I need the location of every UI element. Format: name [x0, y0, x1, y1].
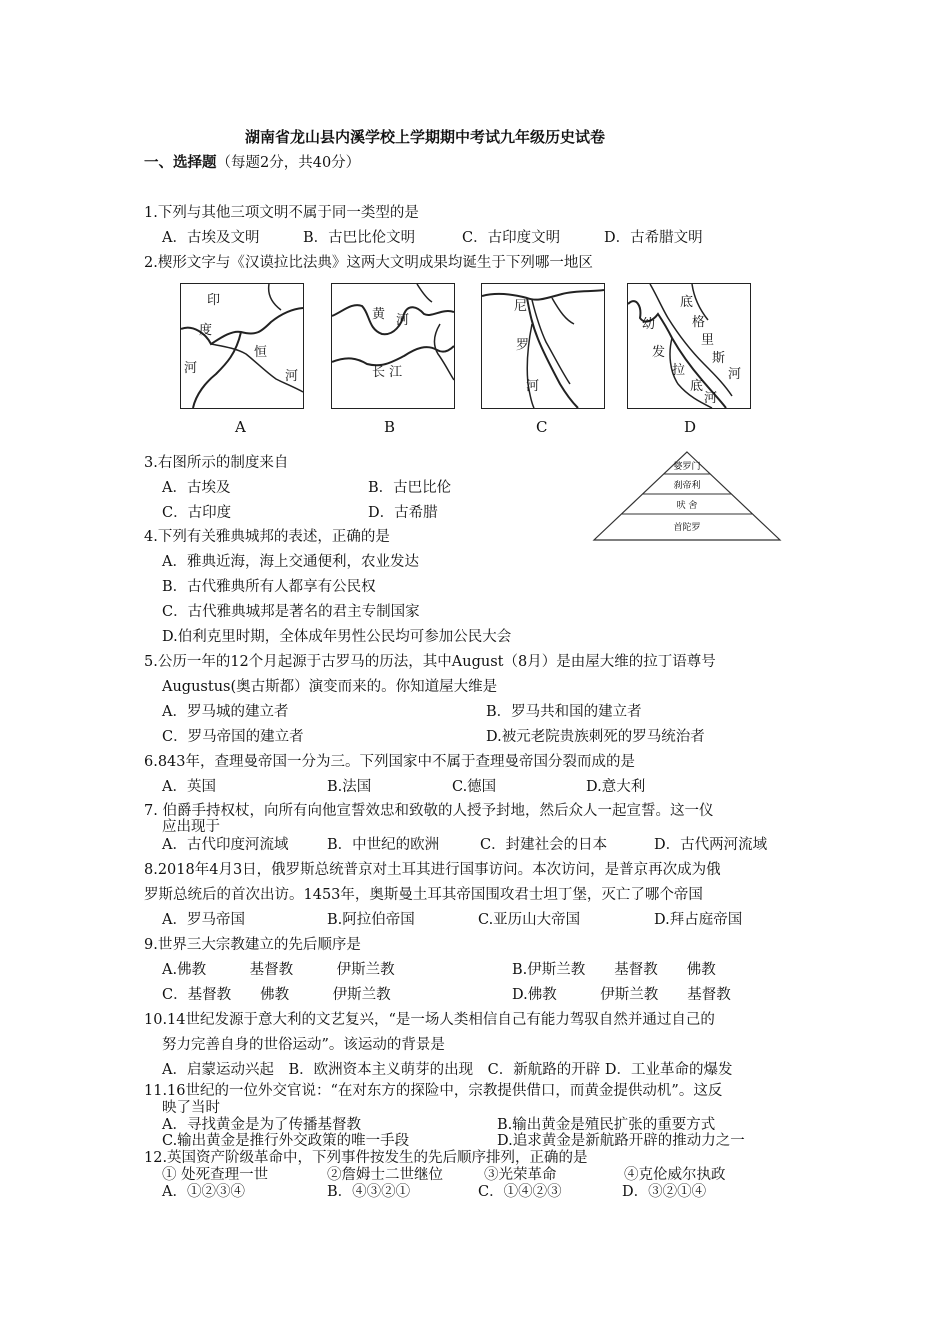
map-d-label: 河 [704, 391, 718, 406]
q5-option-c: C．罗马帝国的建立者 [162, 729, 304, 745]
map-c-label: 罗 [516, 338, 530, 353]
q6-option-b: B.法国 [327, 779, 372, 795]
q5-option-d: D.被元老院贵族刺死的罗马统治者 [486, 729, 705, 745]
map-a-label: 河 [285, 369, 299, 384]
map-c [481, 283, 605, 409]
map-a-label: 恒 [254, 345, 268, 360]
map-b-label: 黄 [372, 307, 386, 322]
pyramid-level-2: 刹帝利 [673, 481, 701, 491]
q7-option-b: B．中世纪的欧洲 [327, 837, 440, 853]
q5-stem-line1: 5.公历一年的12个月起源于古罗马的历法，其中August（8月）是由屋大维的拉丁语尊号 [144, 654, 716, 670]
q9-option-d: D.佛教 伊斯兰教 基督教 [512, 987, 731, 1003]
pyramid-level-3: 吠 舍 [676, 501, 698, 511]
q7-stem-line1: 7. 伯爵手持权杖，向所有向他宣誓效忠和致敬的人授予封地，然后众人一起宣誓。这一仪 [144, 803, 714, 819]
q12-event-4: ④克伦威尔执政 [624, 1167, 726, 1183]
map-c-label: 河 [526, 379, 540, 394]
q12-event-1: ① 处死查理一世 [162, 1167, 269, 1183]
q10-options: A．启蒙运动兴起 B．欧洲资本主义萌芽的出现 C．新航路的开辟 D．工业革命的爆发 [162, 1062, 733, 1078]
section-heading [144, 154, 360, 172]
map-a-label: 印 [207, 293, 221, 308]
q8-option-d: D.拜占庭帝国 [654, 912, 743, 928]
q9-option-c: C．基督教 佛教 伊斯兰教 [162, 987, 391, 1003]
q8-stem-line1: 8.2018年4月3日，俄罗斯总统普京对土耳其进行国事访问。本次访问，是普京再次成为俄 [144, 862, 721, 878]
q8-option-b: B.阿拉伯帝国 [327, 912, 415, 928]
map-c-rivers [482, 284, 604, 408]
q5-option-a: A．罗马城的建立者 [162, 704, 289, 720]
q9-stem: 9.世界三大宗教建立的先后顺序是 [144, 937, 361, 953]
q10-stem-line1: 10.14世纪发源于意大利的文艺复兴，“是一场人类相信自己有能力驾驭自然并通过自己的 [144, 1012, 715, 1028]
map-b-caption: B [384, 418, 396, 436]
map-c-label: 尼 [514, 299, 528, 314]
q8-stem-line2: 罗斯总统后的首次出访。1453年，奥斯曼土耳其帝国围攻君士坦丁堡，灭亡了哪个帝国 [144, 887, 703, 903]
q7-option-d: D．古代两河流域 [654, 837, 768, 853]
q11-option-a: A．寻找黄金是为了传播基督教 [162, 1117, 361, 1133]
q3-option-c: C．古印度 [162, 505, 232, 521]
section-head-text: 一、选择题 [144, 154, 217, 171]
map-d-label: 底 [680, 295, 694, 310]
q12-option-d: D．③②①④ [622, 1184, 707, 1200]
q12-stem: 12.英国资产阶级革命中，下列事件按发生的先后顺序排列，正确的是 [144, 1150, 588, 1166]
q3-stem: 3.右图所示的制度来自 [144, 455, 289, 471]
map-b-rivers [332, 284, 454, 408]
q7-stem-line2: 应出现于 [162, 819, 220, 835]
map-a-label: 度 [199, 323, 213, 338]
map-a-rivers [181, 284, 303, 408]
q7-option-c: C．封建社会的日本 [480, 837, 608, 853]
q12-event-3: ③光荣革命 [484, 1167, 557, 1183]
map-d-label: 格 [692, 315, 706, 330]
q11-stem-line1: 11.16世纪的一位外交官说：“在对东方的探险中，宗教提供借口，而黄金提供动机”。这反 [144, 1083, 723, 1099]
q3-option-d: D．古希腊 [368, 505, 438, 521]
page-title: 湖南省龙山县内溪学校上学期期中考试九年级历史试卷 [245, 128, 606, 146]
q12-option-c: C．①④②③ [478, 1184, 562, 1200]
map-d-label: 河 [728, 367, 742, 382]
map-d-label: 底 [690, 379, 704, 394]
q4-option-b: B．古代雅典所有人都享有公民权 [162, 579, 376, 595]
q4-option-a: A．雅典近海，海上交通便利，农业发达 [162, 554, 419, 570]
q8-option-a: A．罗马帝国 [162, 912, 245, 928]
q12-event-2: ②詹姆士二世继位 [327, 1167, 443, 1183]
map-d-label: 斯 [712, 351, 726, 366]
q12-option-a: A．①②③④ [162, 1184, 245, 1200]
q6-option-c: C.德国 [452, 779, 497, 795]
q1-option-a: A．古埃及文明 [162, 230, 260, 246]
map-b-label: 河 [396, 313, 410, 328]
q6-option-d: D.意大利 [586, 779, 646, 795]
q5-stem-line2: Augustus(奥古斯都）演变而来的。你知道屋大维是 [162, 679, 498, 695]
q4-option-c: C．古代雅典城邦是著名的君主专制国家 [162, 604, 420, 620]
q6-option-a: A．英国 [162, 779, 216, 795]
q11-option-d: D.追求黄金是新航路开辟的推动力之一 [497, 1133, 745, 1149]
q8-option-c: C.亚历山大帝国 [478, 912, 581, 928]
q7-option-a: A．古代印度河流域 [162, 837, 289, 853]
q9-option-b: B.伊斯兰教 基督教 佛教 [512, 962, 716, 978]
map-a [180, 283, 304, 409]
map-d-label: 幼 [642, 317, 656, 332]
q10-stem-line2: 努力完善自身的世俗运动”。该运动的背景是 [162, 1037, 445, 1053]
section-note: （每题2分，共40分） [216, 155, 361, 171]
map-d-label: 里 [701, 333, 715, 348]
q4-stem: 4.下列有关雅典城邦的表述，正确的是 [144, 529, 390, 545]
map-d-caption: D [684, 418, 697, 436]
pyramid-level-1: 婆罗门 [673, 462, 701, 472]
map-a-caption: A [235, 418, 246, 436]
map-d [627, 283, 751, 409]
q3-option-a: A．古埃及 [162, 480, 231, 496]
q5-option-b: B．罗马共和国的建立者 [486, 704, 642, 720]
map-d-label: 发 [652, 345, 666, 360]
pyramid-level-4: 首陀罗 [673, 523, 701, 533]
q9-option-a: A.佛教 基督教 伊斯兰教 [162, 962, 395, 978]
caste-pyramid [592, 450, 782, 542]
q1-option-b: B．古巴比伦文明 [303, 230, 416, 246]
map-a-label: 河 [184, 361, 198, 376]
q6-stem: 6.843年，查理曼帝国一分为三。下列国家中不属于查理曼帝国分裂而成的是 [144, 754, 636, 770]
q1-stem: 1.下列与其他三项文明不属于同一类型的是 [144, 205, 419, 221]
q3-option-b: B．古巴比伦 [368, 480, 452, 496]
q4-option-d: D.伯利克里时期，全体成年男性公民均可参加公民大会 [162, 629, 512, 645]
map-d-label: 拉 [672, 363, 686, 378]
q12-option-b: B．④③②① [327, 1184, 411, 1200]
map-b-label: 长 江 [372, 365, 403, 380]
q1-option-d: D．古希腊文明 [604, 230, 703, 246]
q11-option-b: B.输出黄金是殖民扩张的重要方式 [497, 1117, 716, 1133]
q11-option-c: C.输出黄金是推行外交政策的唯一手段 [162, 1133, 410, 1149]
q1-option-c: C．古印度文明 [462, 230, 561, 246]
q11-stem-line2: 映了当时 [162, 1100, 220, 1116]
q2-stem: 2.楔形文字与《汉谟拉比法典》这两大文明成果均诞生于下列哪一地区 [144, 255, 593, 271]
map-c-caption: C [536, 418, 548, 436]
map-b [331, 283, 455, 409]
